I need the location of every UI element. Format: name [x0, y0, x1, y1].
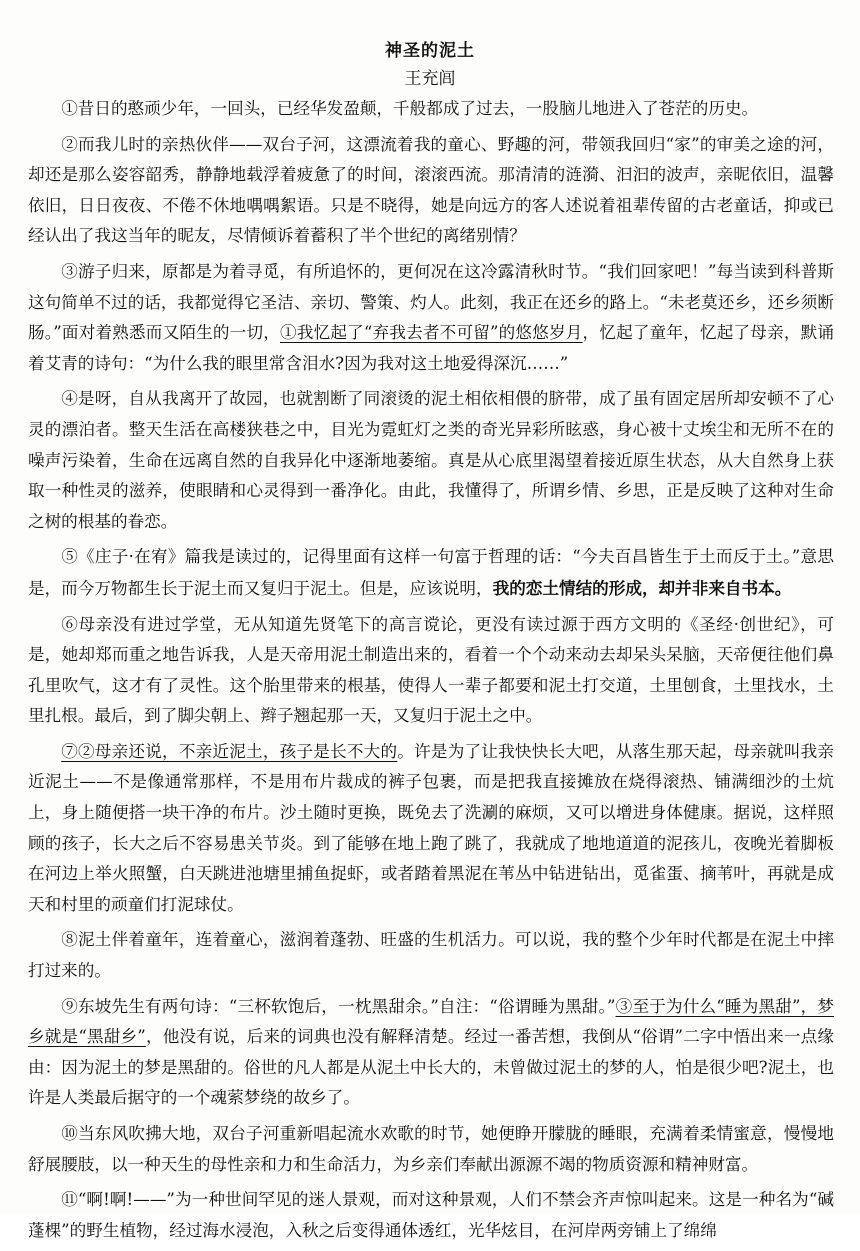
paragraph-10: ⑩当东风吹拂大地，双台子河重新唱起流水欢歌的时节，她便睁开朦胧的睡眼，充满着柔情蜜意，慢慢地舒展腰肢，以一种天生的母性亲和力和生命活力，为乡亲们奉献出源源不竭的物质资源和精神财富。: [28, 1124, 834, 1174]
paragraph-5-text-a: ⑤《庄子·在宥》篇我是读过的，记得里面有这样一句富于哲理的话：“今夫百昌皆生于土而反于土。”意思是，而今万物都生长于泥土而又复归于泥土。但是，应该说明，: [28, 547, 834, 598]
paragraph-8: ⑧泥土伴着童年，连着童心，滋润着蓬勃、旺盛的生机活力。可以说，我的整个少年时代都是在泥土中摔打过来的。: [28, 930, 834, 981]
paragraph-3-text-a: ③游子归来，原都是为着寻觅，有所追怀的，更何况在这冷露清秋时节。“我们回家吧！”每当读到科普斯这句简单不过的话，我都觉得它圣洁、亲切、警策、灼人。此刻，我正在还乡的路上。“未老莫还乡，还乡须断肠。”面对着熟悉而又陌生的一切，: [28, 261, 834, 343]
paragraph-1: ①昔日的憨顽少年，一回头，已经华发盈颠，千般都成了过去，一股脑儿地进入了苍茫的历史。: [61, 99, 759, 118]
paragraph-9: [28, 992, 834, 1114]
article-author: 王充闾: [404, 69, 456, 89]
paragraph-7-text: 。许是为了让我快快长大吧，从落生那天起，母亲就叫我亲近泥土——不是像通常那样，不是用布片裁成的裤子包裹，而是把我直接摊放在烧得滚热、铺满细沙的土炕上，身上随便搭一块干净的布片。沙土随时更换，既免去了洗涮的麻烦，又可以增进身体健康。据说，这样照顾的孩子，长大之后不容易患关节炎。到了能够在地上跑了跳了，我就成了地地道道的泥孩儿，夜晚光着脚板在河边上举火照蟹，白天跳进池塘里捕鱼捉虾，或者踏着黑泥在苇丛中钻进钻出，觅雀蛋、摘苇叶，再就是成天和村里的顽童们打泥球仗。: [28, 741, 835, 914]
paragraph-4: ④是呀，自从我离开了故园，也就割断了同滚烫的泥土相依相偎的脐带，成了虽有固定居所却安顿不了心灵的漂泊者。整天生活在高楼狭巷之中，目光为霓虹灯之类的奇光异彩所眩惑，身心被十丈埃尘和无所不在的噪声污染着，生命在远离自然的自我异化中逐渐地萎缩。真是从心底里渴望着接近原生状态，从大自然身上获取一种性灵的滋养，使眼睛和心灵得到一番净化。由此，我懂得了，所谓乡情、乡思，正是反映了这种对生命之树的根基的眷恋。: [28, 389, 834, 531]
paragraph-9-text-b: ，他没有说，后来的词典也没有解释清楚。经过一番苦想，我倒从“俗谓”二字中悟出来一点缘由：因为泥土的梦是黑甜的。俗世的凡人都是从泥土中长大的，未曾做过泥土的梦的人，怕是很少吧?泥土，也许是人类最后据守的一个魂萦梦绕的故乡了。: [28, 1027, 834, 1108]
paragraph-11: ⑪“啊!啊!——”为一种世间罕见的迷人景观，而对这种景观，人们不禁会齐声惊叫起来。这是一种名为“碱蓬棵”的野生植物，经过海水浸泡，入秋之后变得通体透红，光华炫目，在河岸两旁铺上了绵绵: [28, 1190, 834, 1240]
article-title: 神圣的泥土: [385, 41, 475, 61]
paragraph-6: ⑥母亲没有进过学堂，无从知道先贤笔下的高言谠论，更没有读过源于西方文明的《圣经·创世纪》，可是，她却郑而重之地告诉我，人是天帝用泥土制造出来的，看着一个个动来动去却呆头呆脑，天帝便往他们鼻孔里吹气，这才有了灵性。这个胎里带来的根基，使得人一辈子都要和泥土打交道，土里刨食，土里找水，土里扎根。最后，到了脚尖朝上、辫子翘起那一天，又复归于泥土之中。: [28, 614, 834, 726]
paragraph-3-text-b: ，忆起了童年，忆起了母亲，默诵着艾青的诗句：“为什么我的眼里常含泪水?因为我对这土地爱得深沉……”: [28, 323, 835, 373]
paragraph-9-text-a: ⑨东坡先生有两句诗：“三杯软饱后，一枕黑甜余。”自注：“俗谓睡为黑甜。”: [61, 996, 616, 1016]
paragraph-5: [28, 542, 834, 604]
article-body: [28, 94, 834, 1251]
underlined-sentence-3: ③至于为什么“睡为黑甜”，梦乡就是“黑甜乡”: [28, 996, 834, 1047]
underlined-sentence-1: ①我忆起了“弃我去者不可留”的悠悠岁月: [280, 323, 583, 343]
paragraph-2: ②而我儿时的亲热伙伴——双台子河，这漂流着我的童心、野趣的河，带领我回归“家”的审美之途的河，却还是那么姿容韶秀，静静地载浮着疲惫了的时间，滚滚西流。那清清的涟漪、汩汩的波声，亲昵依旧，温馨依旧，日日夜夜、不倦不休地喁喁絮语。只是不晓得，她是向远方的客人述说着祖辈传留的古老童话，抑或已经认出了我这当年的昵友，尽情倾诉着蓄积了半个世纪的离绪别情？: [28, 134, 834, 246]
bold-sentence: 我的恋土情结的形成，却并非来自书本。: [492, 577, 792, 598]
paragraph-3: [28, 257, 834, 379]
underlined-sentence-2: ⑦②母亲还说，不亲近泥土，孩子是长不大的: [61, 741, 398, 761]
paragraph-7: [28, 737, 834, 921]
